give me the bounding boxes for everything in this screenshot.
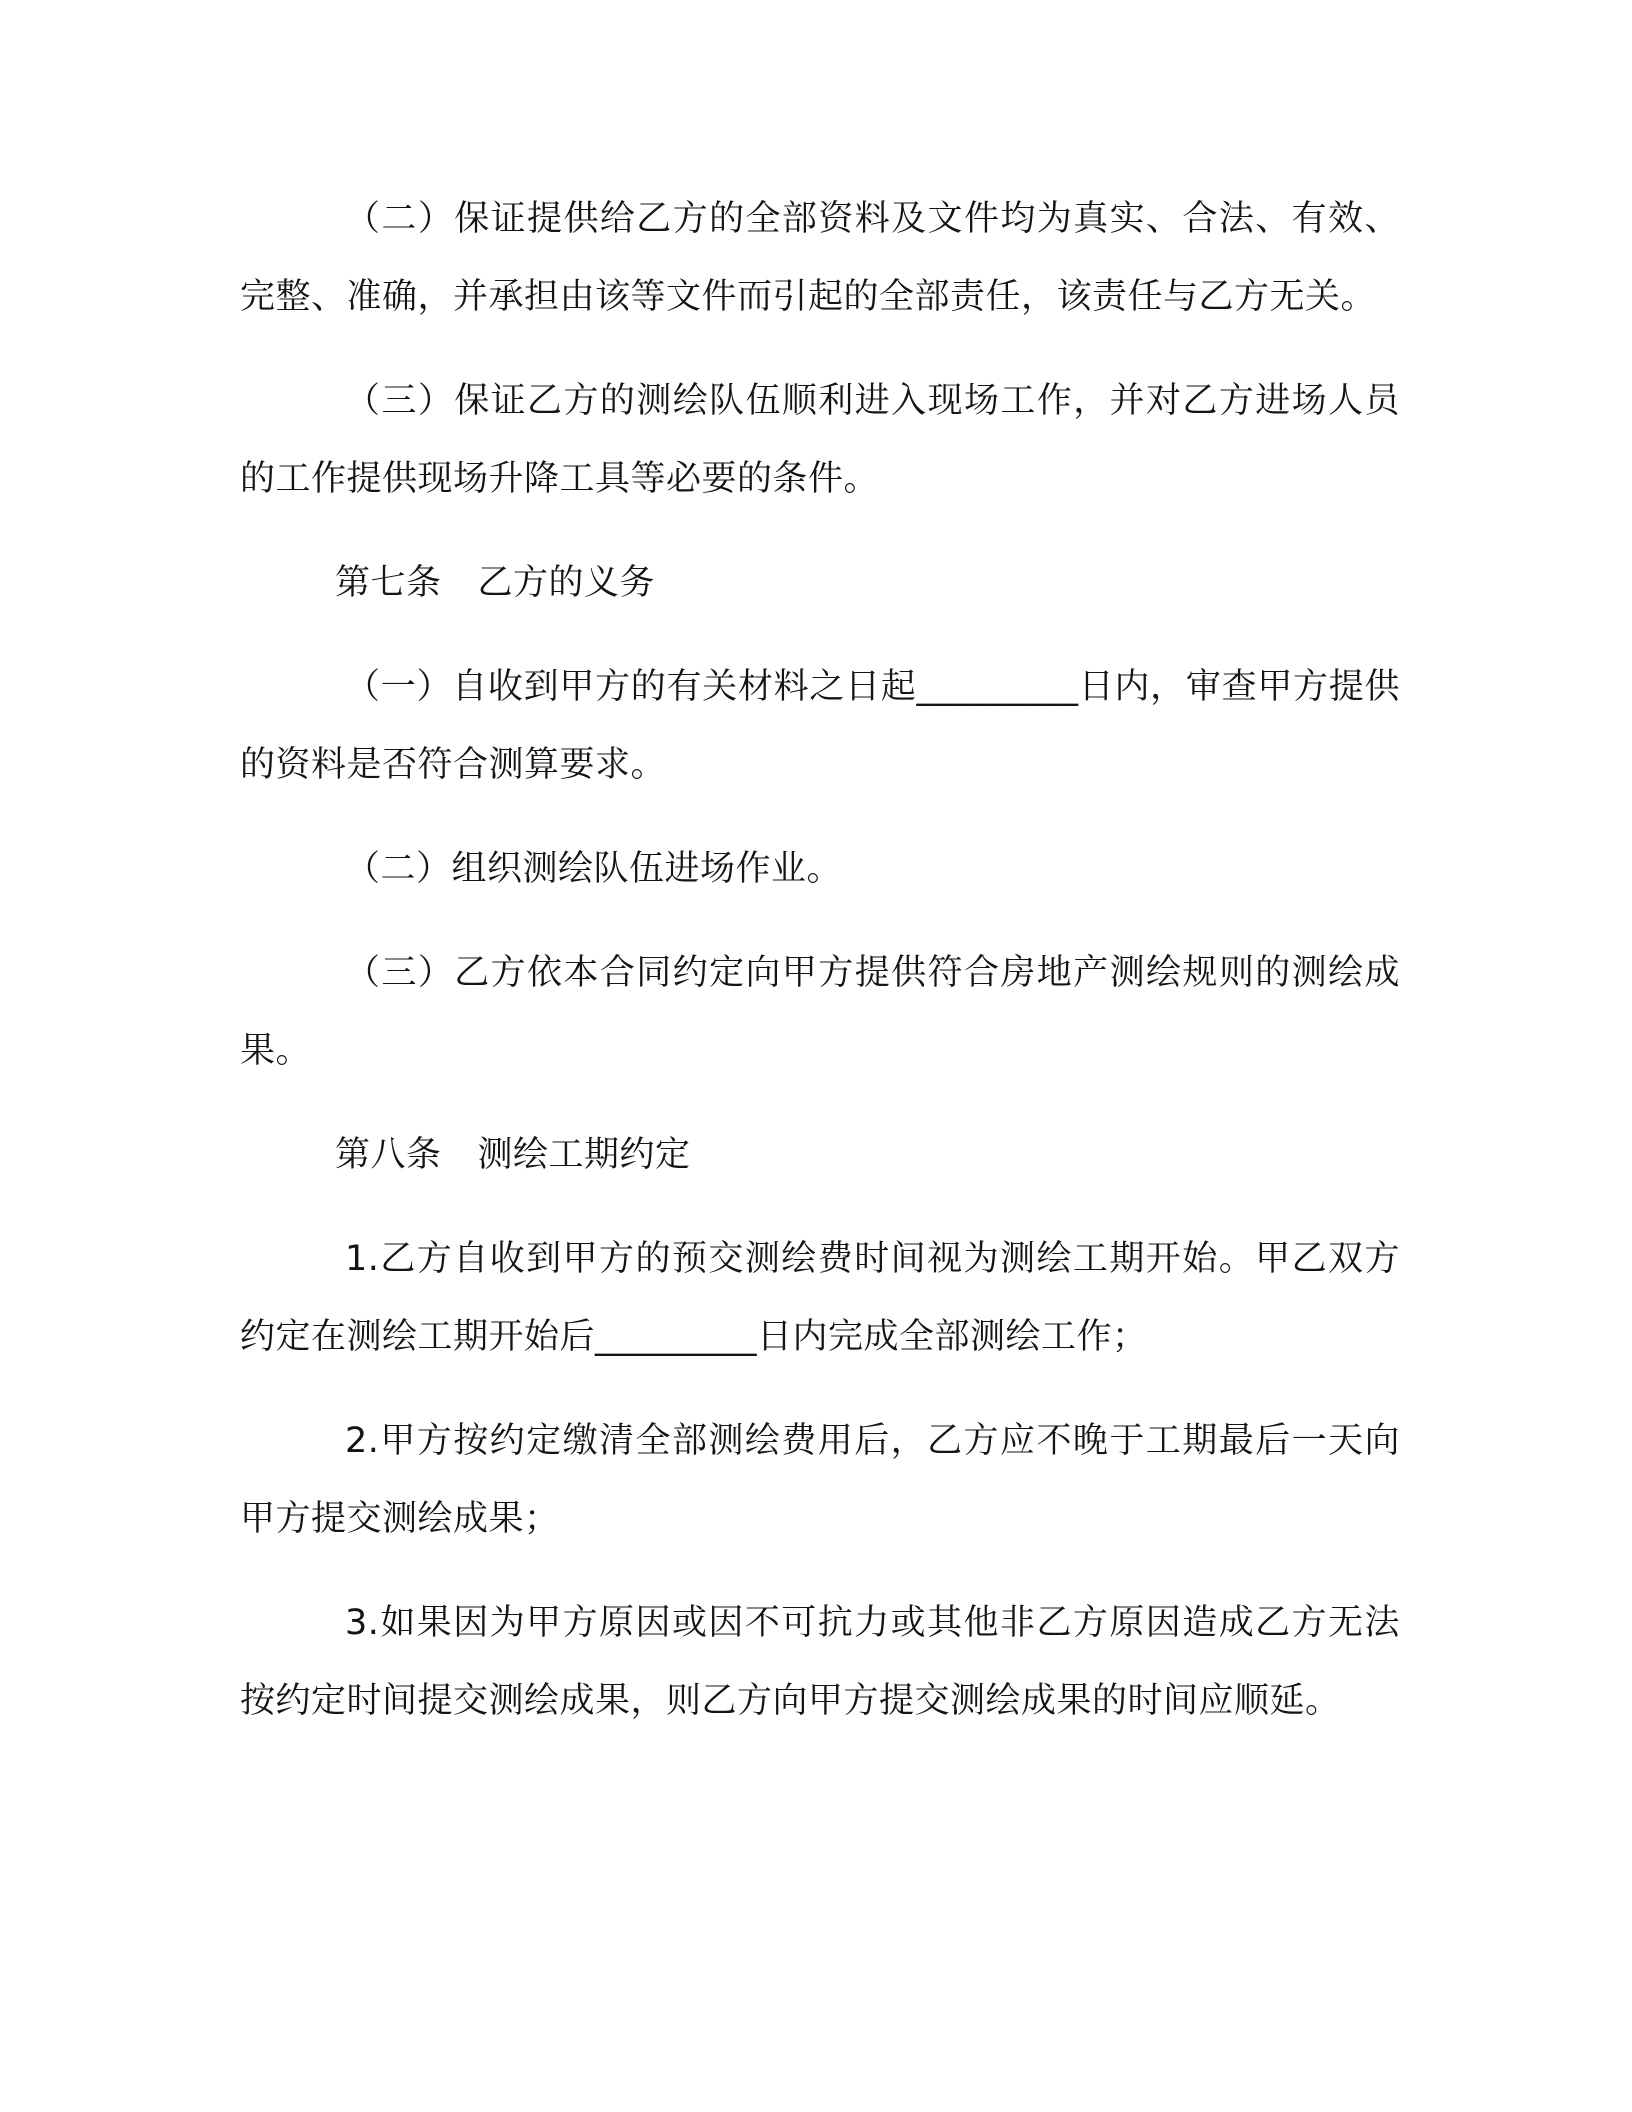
article-7-clause-2: （二）组织测绘队伍进场作业。 [345,849,843,889]
clause-3-guarantee-site-access: （三）保证乙方的测绘队伍顺利进入现场工作，并对乙方进场人员的工作提供现场升降工具等必要的条件。 [240,381,1400,499]
document-body [240,180,1400,1766]
article-8-heading [240,1116,1400,1194]
article-7-title: 乙方的义务 [477,563,656,603]
article-8-item-1: 1.乙方自收到甲方的预交测绘费时间视为测绘工期开始。甲乙双方约定在测绘工期开始后_________日内完成全部测绘工作； [240,1239,1400,1357]
article-7-heading [240,544,1400,622]
article-8-item-2: 2.甲方按约定缴清全部测绘费用后，乙方应不晚于工期最后一天向甲方提交测绘成果； [240,1421,1400,1539]
article-7-clause-1: （一）自收到甲方的有关材料之日起_________日内，审查甲方提供的资料是否符合测算要求。 [240,667,1400,785]
article-8-title: 测绘工期约定 [477,1135,691,1175]
clause-2-guarantee-documents: （二）保证提供给乙方的全部资料及文件均为真实、合法、有效、完整、准确，并承担由该等文件而引起的全部责任，该责任与乙方无关。 [240,199,1400,317]
article-8-item-3: 3.如果因为甲方原因或因不可抗力或其他非乙方原因造成乙方无法按约定时间提交测绘成果，则乙方向甲方提交测绘成果的时间应顺延。 [240,1603,1400,1721]
article-8-number: 第八条 [335,1135,442,1175]
article-7-number: 第七条 [335,563,442,603]
article-7-clause-3: （三）乙方依本合同约定向甲方提供符合房地产测绘规则的测绘成果。 [240,953,1400,1071]
